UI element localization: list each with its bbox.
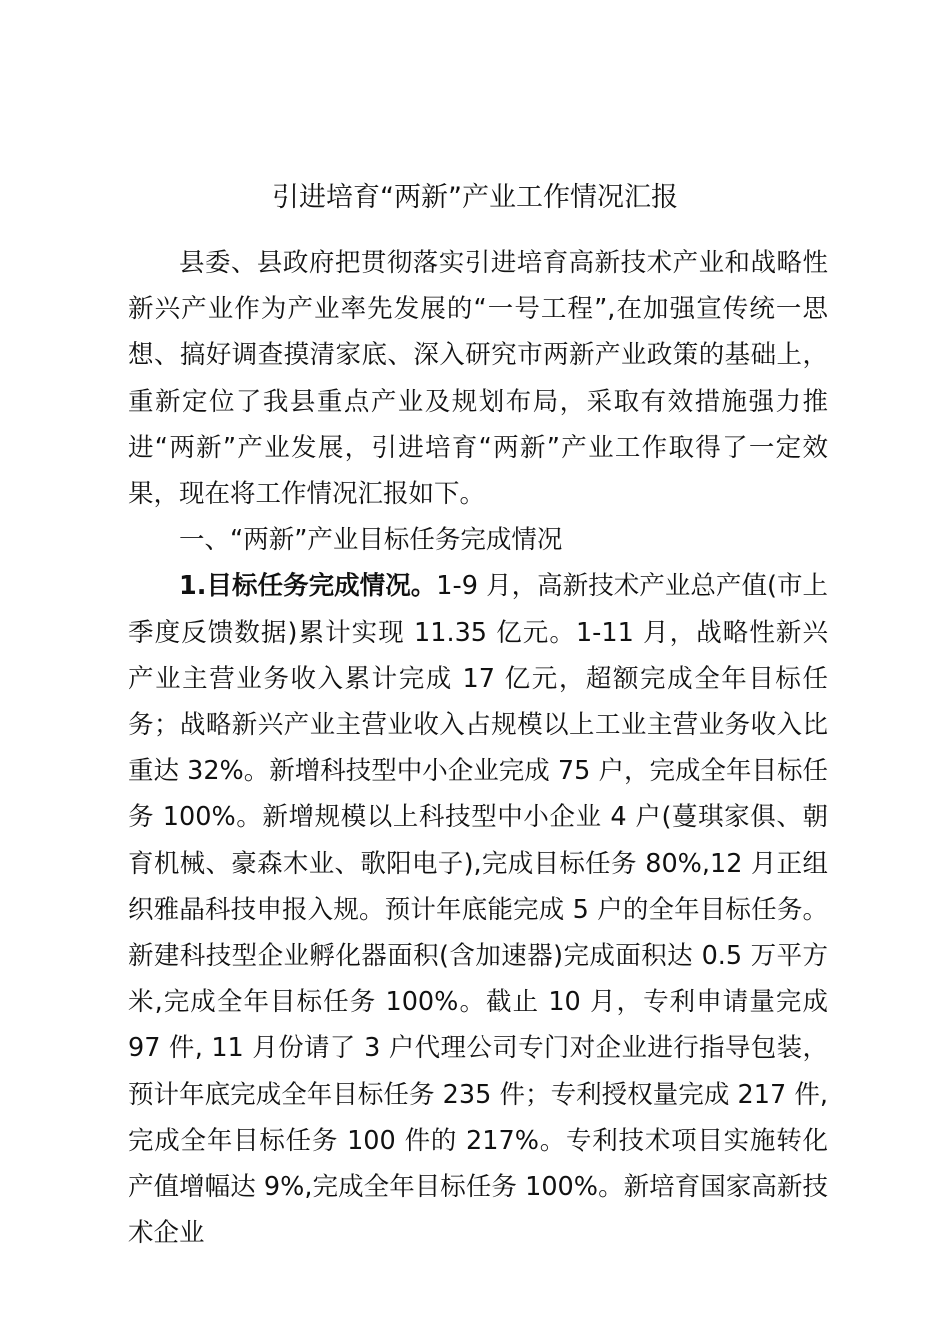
document-body [128, 240, 828, 1256]
item1-text: 1-9 月，高新技术产业总产值(市上季度反馈数据)累计实现 11.35 亿元。1-11 月，战略性新兴产业主营业务收入累计完成 17 亿元，超额完成全年目标任务；战略新兴产业主营业收入占规模以上工业主营业务收入比重达 32%。新增科技型中小企业完成 75 户，完成全年目标任务 100%。新增规模以上科技型中小企业 4 户(蔓琪家俱、朝育机械、豪森木业、歌阳电子),完成目标任务 80%,12 月正组织雅晶科技申报入规。预计年底能完成 5 户的全年目标任务。新建科技型企业孵化器面积(含加速器)完成面积达 0.5 万平方米,完成全年目标任务 100%。截止 10 月，专利申请量完成 97 件, 11 月份请了 3 户代理公司专门对企业进行指导包装，预计年底完成全年目标任务 235 件；专利授权量完成 217 件, 完成全年目标任务 100 件的 217%。专利技术项目实施转化产值增幅达 9%,完成全年目标任务 100%。新培育国家高新技术企业 [128, 571, 828, 1249]
item1-lead: 1.目标任务完成情况。 [179, 571, 437, 602]
document-title: 引进培育“两新”产业工作情况汇报 [272, 182, 678, 213]
section-heading: 一、“两新”产业目标任务完成情况 [179, 525, 563, 556]
item1-paragraph [128, 563, 828, 1256]
intro-paragraph: 县委、县政府把贯彻落实引进培育高新技术产业和战略性新兴产业作为产业率先发展的“一号工程”,在加强宣传统一思想、搞好调查摸清家底、深入研究市两新产业政策的基础上，重新定位了我县重点产业及规划布局，采取有效措施强力推进“两新”产业发展，引进培育“两新”产业工作取得了一定效果，现在将工作情况汇报如下。 [128, 248, 828, 510]
